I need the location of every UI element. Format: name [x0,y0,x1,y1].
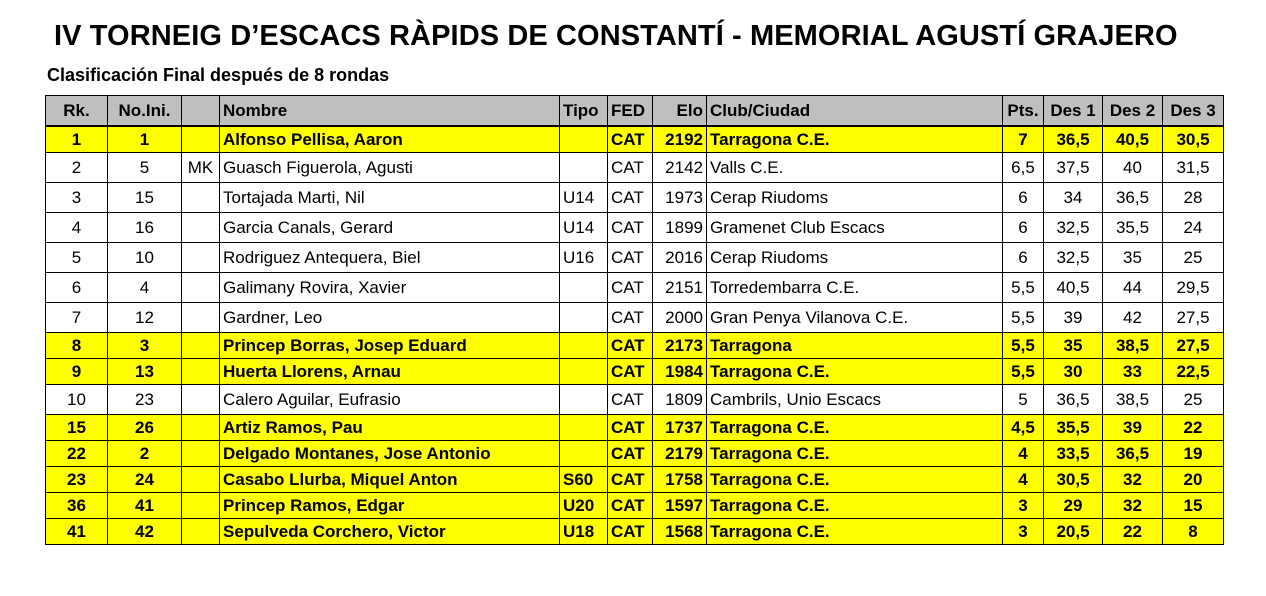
club-cell: Tarragona C.E. [707,126,1003,153]
starting-number-cell: 3 [108,333,182,359]
header-points: Pts. [1003,96,1044,127]
type-cell: U16 [560,243,608,273]
tiebreak-3-cell: 30,5 [1163,126,1224,153]
title-cell [182,126,220,153]
elo-cell: 2151 [653,273,707,303]
rank-cell: 5 [46,243,108,273]
player-name-cell: Garcia Canals, Gerard [220,213,560,243]
club-cell: Tarragona C.E. [707,493,1003,519]
player-name-cell: Delgado Montanes, Jose Antonio [220,441,560,467]
player-name-cell: Alfonso Pellisa, Aaron [220,126,560,153]
starting-number-cell: 12 [108,303,182,333]
points-cell: 4 [1003,441,1044,467]
tiebreak-3-cell: 31,5 [1163,153,1224,183]
club-cell: Cerap Riudoms [707,183,1003,213]
rank-cell: 22 [46,441,108,467]
header-tiebreak-3: Des 3 [1163,96,1224,127]
elo-cell: 2016 [653,243,707,273]
rank-cell: 2 [46,153,108,183]
federation-cell: CAT [608,153,653,183]
rank-cell: 10 [46,385,108,415]
starting-number-cell: 41 [108,493,182,519]
starting-number-cell: 1 [108,126,182,153]
table-row [46,213,1224,243]
header-club: Club/Ciudad [707,96,1003,127]
table-row [46,183,1224,213]
tiebreak-1-cell: 39 [1044,303,1103,333]
starting-number-cell: 26 [108,415,182,441]
club-cell: Tarragona [707,333,1003,359]
title-cell [182,333,220,359]
tiebreak-3-cell: 25 [1163,385,1224,415]
starting-number-cell: 13 [108,359,182,385]
title-cell [182,519,220,545]
tiebreak-3-cell: 15 [1163,493,1224,519]
title-cell [182,243,220,273]
points-cell: 5,5 [1003,303,1044,333]
page-subtitle: Clasificación Final después de 8 rondas [47,65,390,85]
elo-cell: 1899 [653,213,707,243]
title-cell [182,415,220,441]
tiebreak-2-cell: 35,5 [1103,213,1163,243]
header-name: Nombre [220,96,560,127]
table-header-row [46,96,1224,127]
tiebreak-2-cell: 36,5 [1103,441,1163,467]
tiebreak-1-cell: 33,5 [1044,441,1103,467]
club-cell: Gran Penya Vilanova C.E. [707,303,1003,333]
type-cell [560,441,608,467]
tiebreak-3-cell: 28 [1163,183,1224,213]
tiebreak-1-cell: 29 [1044,493,1103,519]
table-row [46,359,1224,385]
tiebreak-2-cell: 35 [1103,243,1163,273]
elo-cell: 2179 [653,441,707,467]
table-row [46,493,1224,519]
type-cell [560,153,608,183]
tiebreak-1-cell: 20,5 [1044,519,1103,545]
tiebreak-3-cell: 27,5 [1163,333,1224,359]
header-tiebreak-1: Des 1 [1044,96,1103,127]
player-name-cell: Calero Aguilar, Eufrasio [220,385,560,415]
type-cell [560,385,608,415]
title-cell [182,183,220,213]
header-tiebreak-2: Des 2 [1103,96,1163,127]
tiebreak-3-cell: 25 [1163,243,1224,273]
starting-number-cell: 16 [108,213,182,243]
table-row [46,415,1224,441]
federation-cell: CAT [608,359,653,385]
header-rank: Rk. [46,96,108,127]
tiebreak-2-cell: 32 [1103,493,1163,519]
federation-cell: CAT [608,333,653,359]
title-cell [182,273,220,303]
elo-cell: 2142 [653,153,707,183]
club-cell: Tarragona C.E. [707,467,1003,493]
type-cell [560,273,608,303]
elo-cell: 1737 [653,415,707,441]
elo-cell: 1809 [653,385,707,415]
page-title: IV TORNEIG D’ESCACS RÀPIDS DE CONSTANTÍ - MEMORIAL AGUSTÍ GRAJERO [54,20,1178,52]
federation-cell: CAT [608,467,653,493]
tiebreak-1-cell: 37,5 [1044,153,1103,183]
federation-cell: CAT [608,493,653,519]
player-name-cell: Gardner, Leo [220,303,560,333]
title-cell: MK [182,153,220,183]
elo-cell: 1973 [653,183,707,213]
player-name-cell: Rodriguez Antequera, Biel [220,243,560,273]
type-cell [560,333,608,359]
tiebreak-2-cell: 36,5 [1103,183,1163,213]
federation-cell: CAT [608,213,653,243]
rank-cell: 9 [46,359,108,385]
points-cell: 7 [1003,126,1044,153]
type-cell [560,303,608,333]
player-name-cell: Galimany Rovira, Xavier [220,273,560,303]
rank-cell: 15 [46,415,108,441]
header-type: Tipo [560,96,608,127]
starting-number-cell: 5 [108,153,182,183]
points-cell: 5,5 [1003,333,1044,359]
tiebreak-1-cell: 30,5 [1044,467,1103,493]
federation-cell: CAT [608,385,653,415]
starting-number-cell: 2 [108,441,182,467]
club-cell: Cerap Riudoms [707,243,1003,273]
type-cell [560,126,608,153]
club-cell: Tarragona C.E. [707,441,1003,467]
tiebreak-1-cell: 32,5 [1044,213,1103,243]
tiebreak-1-cell: 32,5 [1044,243,1103,273]
starting-number-cell: 23 [108,385,182,415]
rank-cell: 8 [46,333,108,359]
title-cell [182,213,220,243]
tiebreak-3-cell: 29,5 [1163,273,1224,303]
tiebreak-1-cell: 30 [1044,359,1103,385]
title-cell [182,467,220,493]
tiebreak-3-cell: 8 [1163,519,1224,545]
points-cell: 5 [1003,385,1044,415]
tiebreak-2-cell: 38,5 [1103,385,1163,415]
player-name-cell: Casabo Llurba, Miquel Anton [220,467,560,493]
starting-number-cell: 24 [108,467,182,493]
starting-number-cell: 42 [108,519,182,545]
elo-cell: 2173 [653,333,707,359]
points-cell: 6 [1003,183,1044,213]
points-cell: 5,5 [1003,359,1044,385]
rank-cell: 36 [46,493,108,519]
table-row [46,467,1224,493]
tiebreak-2-cell: 22 [1103,519,1163,545]
table-row [46,333,1224,359]
type-cell: U14 [560,213,608,243]
type-cell: U18 [560,519,608,545]
points-cell: 3 [1003,519,1044,545]
rank-cell: 7 [46,303,108,333]
player-name-cell: Princep Borras, Josep Eduard [220,333,560,359]
points-cell: 4,5 [1003,415,1044,441]
header-starting-number: No.Ini. [108,96,182,127]
tiebreak-2-cell: 44 [1103,273,1163,303]
starting-number-cell: 4 [108,273,182,303]
federation-cell: CAT [608,126,653,153]
tiebreak-3-cell: 22,5 [1163,359,1224,385]
points-cell: 3 [1003,493,1044,519]
tiebreak-1-cell: 36,5 [1044,126,1103,153]
club-cell: Torredembarra C.E. [707,273,1003,303]
club-cell: Tarragona C.E. [707,415,1003,441]
table-row [46,303,1224,333]
type-cell: S60 [560,467,608,493]
tiebreak-3-cell: 22 [1163,415,1224,441]
title-cell [182,385,220,415]
type-cell [560,359,608,385]
tiebreak-2-cell: 32 [1103,467,1163,493]
table-row [46,519,1224,545]
federation-cell: CAT [608,415,653,441]
table-row [46,441,1224,467]
table-row [46,273,1224,303]
standings-table [45,95,1224,545]
federation-cell: CAT [608,183,653,213]
federation-cell: CAT [608,243,653,273]
title-cell [182,441,220,467]
tiebreak-3-cell: 20 [1163,467,1224,493]
starting-number-cell: 15 [108,183,182,213]
rank-cell: 6 [46,273,108,303]
rank-cell: 41 [46,519,108,545]
federation-cell: CAT [608,273,653,303]
type-cell [560,415,608,441]
tiebreak-3-cell: 19 [1163,441,1224,467]
rank-cell: 3 [46,183,108,213]
federation-cell: CAT [608,441,653,467]
tiebreak-3-cell: 27,5 [1163,303,1224,333]
federation-cell: CAT [608,519,653,545]
points-cell: 4 [1003,467,1044,493]
tiebreak-2-cell: 39 [1103,415,1163,441]
table-row [46,153,1224,183]
tiebreak-2-cell: 40 [1103,153,1163,183]
tiebreak-3-cell: 24 [1163,213,1224,243]
club-cell: Valls C.E. [707,153,1003,183]
elo-cell: 2192 [653,126,707,153]
player-name-cell: Huerta Llorens, Arnau [220,359,560,385]
player-name-cell: Princep Ramos, Edgar [220,493,560,519]
club-cell: Gramenet Club Escacs [707,213,1003,243]
elo-cell: 2000 [653,303,707,333]
tiebreak-1-cell: 36,5 [1044,385,1103,415]
table-row [46,126,1224,153]
tiebreak-2-cell: 40,5 [1103,126,1163,153]
rank-cell: 1 [46,126,108,153]
club-cell: Cambrils, Unio Escacs [707,385,1003,415]
elo-cell: 1597 [653,493,707,519]
federation-cell: CAT [608,303,653,333]
rank-cell: 4 [46,213,108,243]
tiebreak-1-cell: 35 [1044,333,1103,359]
points-cell: 6,5 [1003,153,1044,183]
elo-cell: 1568 [653,519,707,545]
player-name-cell: Tortajada Marti, Nil [220,183,560,213]
rank-cell: 23 [46,467,108,493]
player-name-cell: Sepulveda Corchero, Victor [220,519,560,545]
type-cell: U20 [560,493,608,519]
tiebreak-2-cell: 42 [1103,303,1163,333]
type-cell: U14 [560,183,608,213]
header-title [182,96,220,127]
club-cell: Tarragona C.E. [707,519,1003,545]
title-cell [182,359,220,385]
table-row [46,385,1224,415]
player-name-cell: Artiz Ramos, Pau [220,415,560,441]
points-cell: 6 [1003,213,1044,243]
points-cell: 5,5 [1003,273,1044,303]
player-name-cell: Guasch Figuerola, Agusti [220,153,560,183]
elo-cell: 1758 [653,467,707,493]
points-cell: 6 [1003,243,1044,273]
starting-number-cell: 10 [108,243,182,273]
standings-body [46,126,1224,545]
club-cell: Tarragona C.E. [707,359,1003,385]
header-elo: Elo [653,96,707,127]
title-cell [182,493,220,519]
tiebreak-2-cell: 38,5 [1103,333,1163,359]
table-row [46,243,1224,273]
elo-cell: 1984 [653,359,707,385]
tiebreak-1-cell: 40,5 [1044,273,1103,303]
tiebreak-1-cell: 34 [1044,183,1103,213]
tiebreak-2-cell: 33 [1103,359,1163,385]
header-federation: FED [608,96,653,127]
tiebreak-1-cell: 35,5 [1044,415,1103,441]
title-cell [182,303,220,333]
